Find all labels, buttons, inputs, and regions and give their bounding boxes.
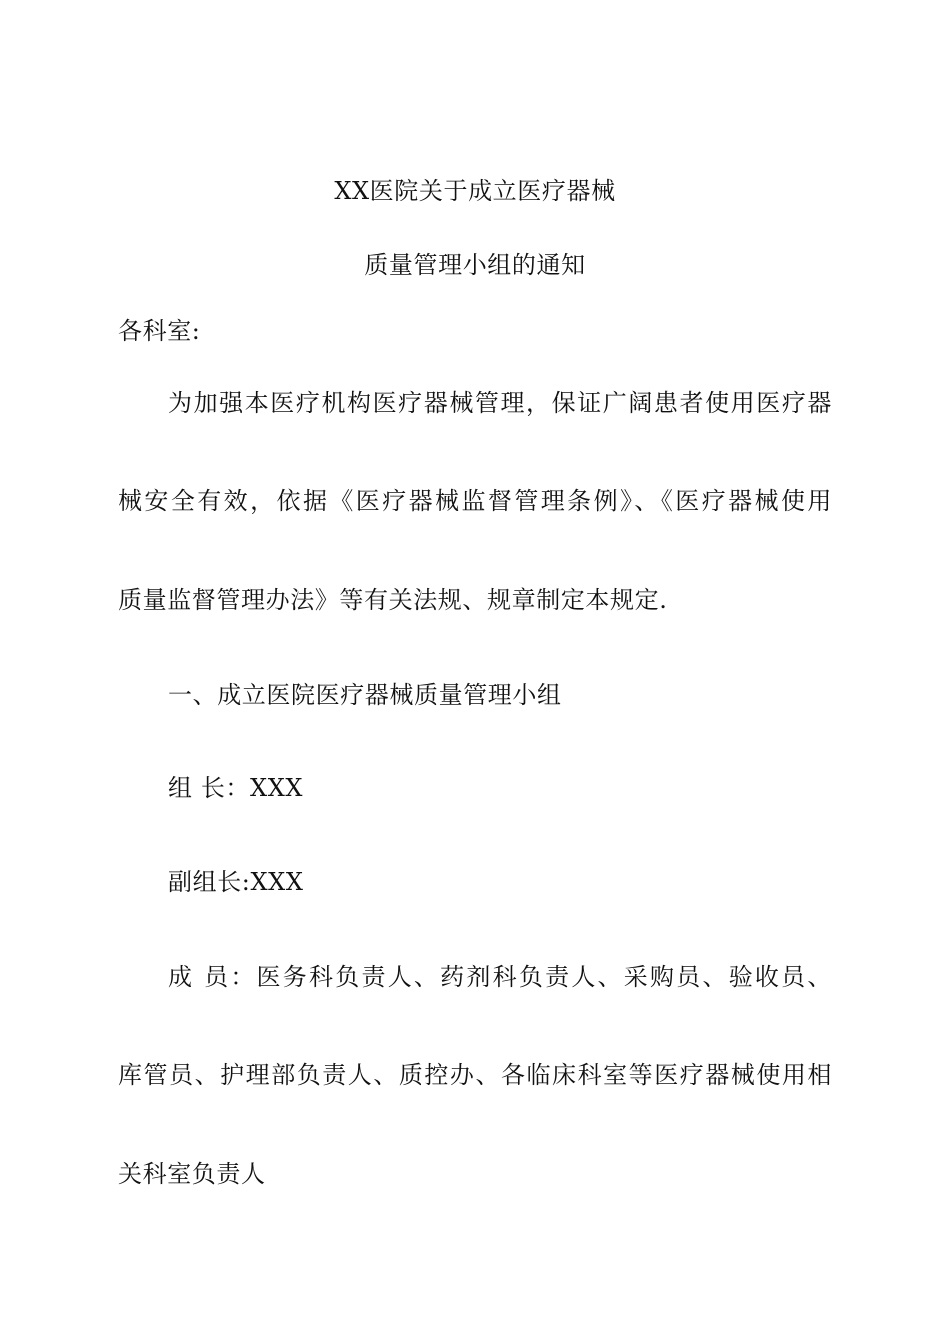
salutation: 各科室:	[118, 317, 201, 345]
members-line1: 成 员：医务科负责人、药剂科负责人、采购员、验收员、	[168, 963, 832, 991]
document-title-line2: 质量管理小组的通知	[364, 251, 586, 279]
vice-leader-line: 副组长:XXX	[168, 868, 304, 896]
section1-heading: 一、成立医院医疗器械质量管理小组	[168, 681, 562, 709]
paragraph1-line1: 为加强本医疗机构医疗器械管理，保证广阔患者使用医疗器	[168, 389, 832, 417]
paragraph1-line3: 质量监督管理办法》等有关法规、规章制定本规定.	[118, 586, 668, 614]
document-title-line1: XX医院关于成立医疗器械	[334, 177, 616, 205]
leader-line: 组 长：XXX	[168, 774, 304, 802]
members-line2: 库管员、护理部负责人、质控办、各临床科室等医疗器械使用相	[118, 1061, 832, 1089]
paragraph1-line2: 械安全有效，依据《医疗器械监督管理条例》、《医疗器械使用	[118, 487, 832, 515]
members-line3: 关科室负责人	[118, 1160, 266, 1188]
